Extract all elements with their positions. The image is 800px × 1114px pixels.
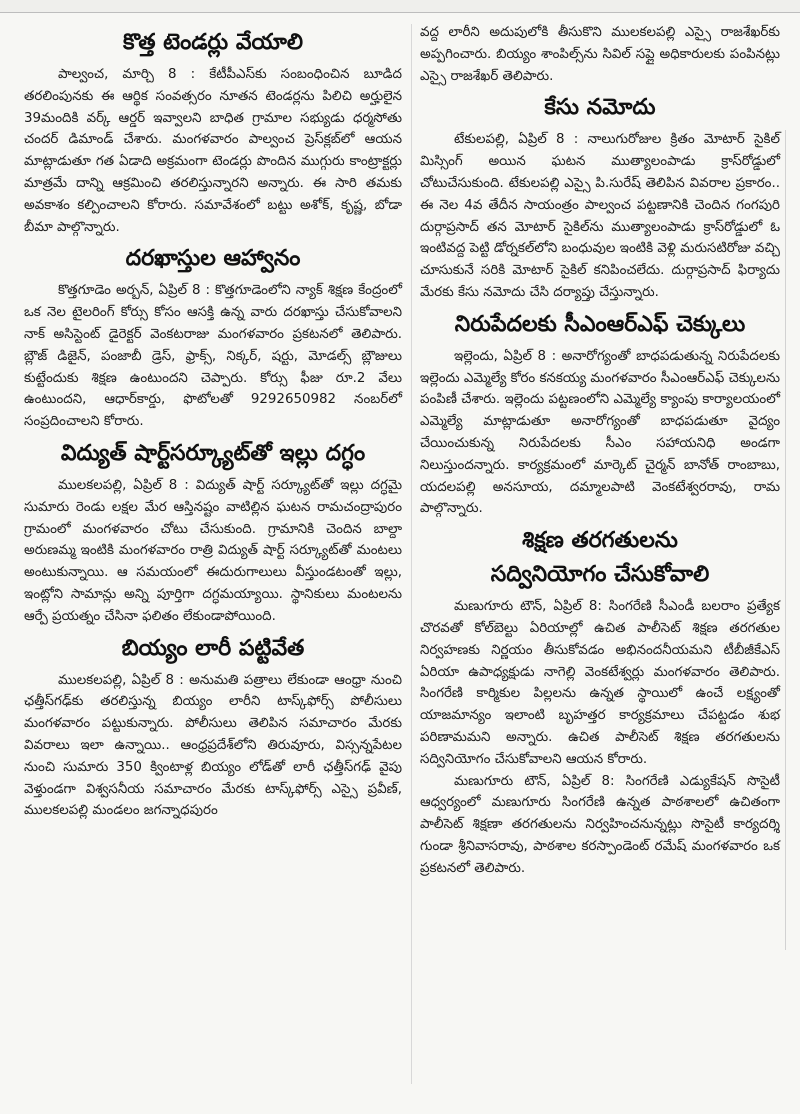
article-case-registered xyxy=(420,93,780,303)
article-body: ములకలపల్లి, ఏప్రిల్ 8 : విద్యుత్ షార్ట్ సర్క్యూట్‌తో ఇల్లు దగ్ధమై సుమారు రెండు లక్షల మేర ఆస్తినష్టం వాటిల్లిన ఘటన రామచంద్రాపురం గ్రామంలో మంగళవారం చోటు చేసుకుంది. గ్రామానికి చెందిన బాల్దా అరుణమ్మ ఇంటికి మంగళవారం రాత్రి విద్యుత్ షార్ట్ సర్క్యూట్‌తో మంటలు అంటుకున్నాయి. ఆ సమయంలో ఈదురుగాలులు వీస్తుండటంతో ఇల్లు, ఇంట్లోని సామాన్లు అన్ని పూర్తిగా దగ్ధమయ్యాయి. స్థానికులు మంటలను ఆర్పే ప్రయత్నం చేసినా ఫలితం లేకుండాపోయింది. xyxy=(24,477,402,624)
article-training-classes xyxy=(420,526,780,879)
article-rice-lorry xyxy=(24,634,402,823)
article-cmrf-cheques xyxy=(420,310,780,520)
article-rice-lorry-continued xyxy=(420,22,780,87)
article-body: వద్ద లారీని అదుపులోకి తీసుకొని ములకలపల్లి ఎస్సై రాజశేఖర్‌కు అప్పగించారు. బియ్యం శాంపిల్స్‌ను సివిల్ సప్లై అధికారులకు పంపినట్లు ఎస్సై రాజశేఖర్ తెలిపారు. xyxy=(420,25,780,84)
article-body: ములకలపల్లి, ఏప్రిల్ 8 : అనుమతి పత్రాలు లేకుండా ఆంధ్రా నుంచి ఛత్తీస్‌గఢ్‌కు తరలిస్తున్న బియ్యం లారీని టాస్క్‌ఫోర్స్ పోలీసులు మంగళవారం పట్టుకున్నారు. పోలీసులు తెలిపిన సమాచారం మేరకు వివరాలు ఇలా ఉన్నాయి.. ఆంధ్రప్రదేశ్‌లోని తిరువూరు, విస్సన్నపేటల నుంచి సుమారు 350 క్వింటాళ్ల బియ్యం లోడ్‌తో లారీ ఛత్తీస్‌గఢ్ వైపు వెళ్తుండగా విశ్వసనీయ సమాచారం మేరకు టాస్క్‌ఫోర్స్ ఎస్సై ప్రవీణ్, ములకలపల్లి మండలం జగన్నాధపురం xyxy=(24,672,402,819)
article-body: టేకులపల్లి, ఏప్రిల్ 8 : నాలుగురోజుల క్రితం మోటార్ సైకిల్ మిస్సింగ్ అయిన ఘటన ముత్యాలంపాడు క్రాస్‌రోడ్డులో చోటుచేసుకుంది. టేకులపల్లి ఎస్సై పి.సురేష్ తెలిపిన వివరాల ప్రకారం.. ఈ నెల 4వ తేదీన సాయంత్రం పాల్వంచ పట్టణానికి చెందిన గంగపురి దుర్గాప్రసాద్ తన మోటార్ సైకిల్‌ను ముత్యాలంపాడు క్రాస్‌రోడ్డులో ఓ ఇంటివద్ద పెట్టి డోర్నకల్‌లోని బంధువుల ఇంటికి వెళ్లి మరుసటిరోజు వచ్చి చూసుకునే సరికి మోటార్ సైకిల్ కనిపించలేదు. దుర్గాప్రసాద్ ఫిర్యాదు మేరకు కేసు నమోదు చేసి దర్యాప్తు చేస్తున్నారు. xyxy=(420,132,780,300)
article-house-fire xyxy=(24,439,402,628)
adjacent-column-edge xyxy=(785,130,800,950)
article-heading: దరఖాస్తుల ఆహ్వానం xyxy=(125,246,301,272)
article-body: మణుగూరు టౌన్, ఏప్రిల్ 8: సింగరేణి ఎడ్యుకేషన్ సొసైటీ ఆధ్వర్యంలో మణుగూరు సింగరేణి ఉన్నత పాఠశాలలో ఉచితంగా పాలీసెట్ శిక్షణా తరగతులను నిర్వహించనున్నట్లు సొసైటీ కార్యదర్శి గుండా శ్రీనివాసరావు, పాఠశాల కరస్పాండెంట్ రమేష్ మంగళవారం ఒక ప్రకటనలో తెలిపారు. xyxy=(420,773,780,876)
article-body: పాల్వంచ, మార్చి 8 : కేటీపీఎస్‌కు సంబంధించిన బూడిద తరలింపునకు ఈ ఆర్థిక సంవత్సరం నూతన టెండర్లను పిలిచి అర్హులైన 39మందికి వర్క్ ఆర్డర్ ఇవ్వాలని బాధిత గ్రామాల సభ్యుడు ధర్మసోతు చందర్ డిమాండ్ చేశారు. మంగళవారం పాల్వంచ ప్రెస్‌క్లబ్‌లో ఆయన మాట్లాడుతూ గత ఏడాది అక్రమంగా టెండర్లు పొందిన ముగ్గురు కాంట్రాక్టర్లు మాత్రమే దాన్ని ఆక్రమించి తరలిస్తున్నారని అన్నారు. ఈ సారి తమకు అవకాశం కల్పించాలని కోరారు. సమావేశంలో బట్టు అశోక్, కృష్ణ, బోడా బీమా పాల్గొన్నారు. xyxy=(24,67,402,235)
article-applications-invited xyxy=(24,244,402,433)
article-body: కొత్తగూడెం అర్బన్, ఏప్రిల్ 8 : కొత్తగూడెంలోని న్యాక్ శిక్షణ కేంద్రంలో ఒక నెల టైలరింగ్ కోర్సు కోసం ఆసక్తి ఉన్న వారు దరఖాస్తు చేసుకోవాలని నాక్ అసిస్టెంట్ డైరెక్టర్ వెంకటరాజు మంగళవారం ప్రకటనలో తెలిపారు. బ్లౌజ్ డిజైన్, పంజాబీ డ్రెస్, ఫ్రాక్స్, నిక్కర్, షర్టు, మోడల్స్ బ్లౌజులు కుట్టేందుకు శిక్షణ ఉంటుందని చెప్పారు. కోర్సు ఫీజు రూ.2 వేలు ఉంటుందని, ఆధార్‌కార్డు, ఫొటోలతో 9292650982 నంబర్‌లో సంప్రదించాలని కోరారు. xyxy=(24,283,402,430)
article-heading: విద్యుత్ షార్ట్‌సర్క్యూట్‌తో ఇల్లు దగ్ధం xyxy=(60,440,366,466)
article-heading: బియ్యం లారీ పట్టివేత xyxy=(121,635,305,661)
article-body: ఇల్లెందు, ఏప్రిల్ 8 : అనారోగ్యంతో బాధపడుతున్న నిరుపేదలకు ఇల్లెందు ఎమ్మెల్యే కోరం కనకయ్య మంగళవారం సీఎంఆర్‌ఎఫ్ చెక్కులను పంపిణీ చేశారు. ఇల్లెందు పట్టణంలోని ఎమ్మెల్యే క్యాంపు కార్యాలయంలో ఎమ్మెల్యే మాట్లాడుతూ అనారోగ్యంతో బాధపడుతూ వైద్యం చేయించుకున్న నిరుపేదలకు సీఎం సహాయనిధి అండగా నిలుస్తుందన్నారు. కార్యక్రమంలో మార్కెట్ చైర్మన్ బానోత్ రాంబాబు, యదలపల్లి అనసూయ, దమ్మాలపాటి వెంకటేశ్వరరావు, రామ పాల్గొన్నారు. xyxy=(420,348,780,517)
article-heading: కేసు నమోదు xyxy=(544,95,656,121)
article-heading: నిరుపేదలకు సీఎంఆర్‌ఎఫ్ చెక్కులు xyxy=(454,311,746,337)
top-strip xyxy=(0,0,800,13)
article-new-tenders xyxy=(24,28,402,238)
article-body: మణుగూరు టౌన్, ఏప్రిల్ 8: సింగరేణి సీఎండీ బలరాం ప్రత్యేక చొరవతో కోల్‌బెల్టు ఏరియాల్లో ఉచిత పాలీసెట్ శిక్షణ తరగతుల నిర్వహణకు నిర్ణయం తీసుకోవడం అభినందనీయమని టీబీజీకేఎస్ ఏరియా ఉపాధ్యక్షుడు నాగెల్లి వెంకటేశ్వర్లు మంగళవారం తెలిపారు. సింగరేణి కార్మికుల పిల్లలను ఉన్నత స్థాయిలో ఉంచే లక్ష్యంతో యాజమాన్యం ఇలాంటి బృహత్తర కార్యక్రమాలు చేపట్టడం శుభ పరిణామమని అన్నారు. ఉచిత పాలీసెట్ శిక్షణ తరగతులను సద్వినియోగం చేసుకోవాలని ఆయన కోరారు. xyxy=(420,599,780,767)
column-divider xyxy=(411,24,412,1084)
left-column xyxy=(24,22,402,828)
article-heading-line-1: శిక్షణ తరగతులను xyxy=(522,528,678,554)
article-heading: కొత్త టెండర్లు వేయాలి xyxy=(123,30,303,55)
article-heading-line-2: సద్వినియోగం చేసుకోవాలి xyxy=(490,562,710,588)
right-column xyxy=(420,22,780,886)
